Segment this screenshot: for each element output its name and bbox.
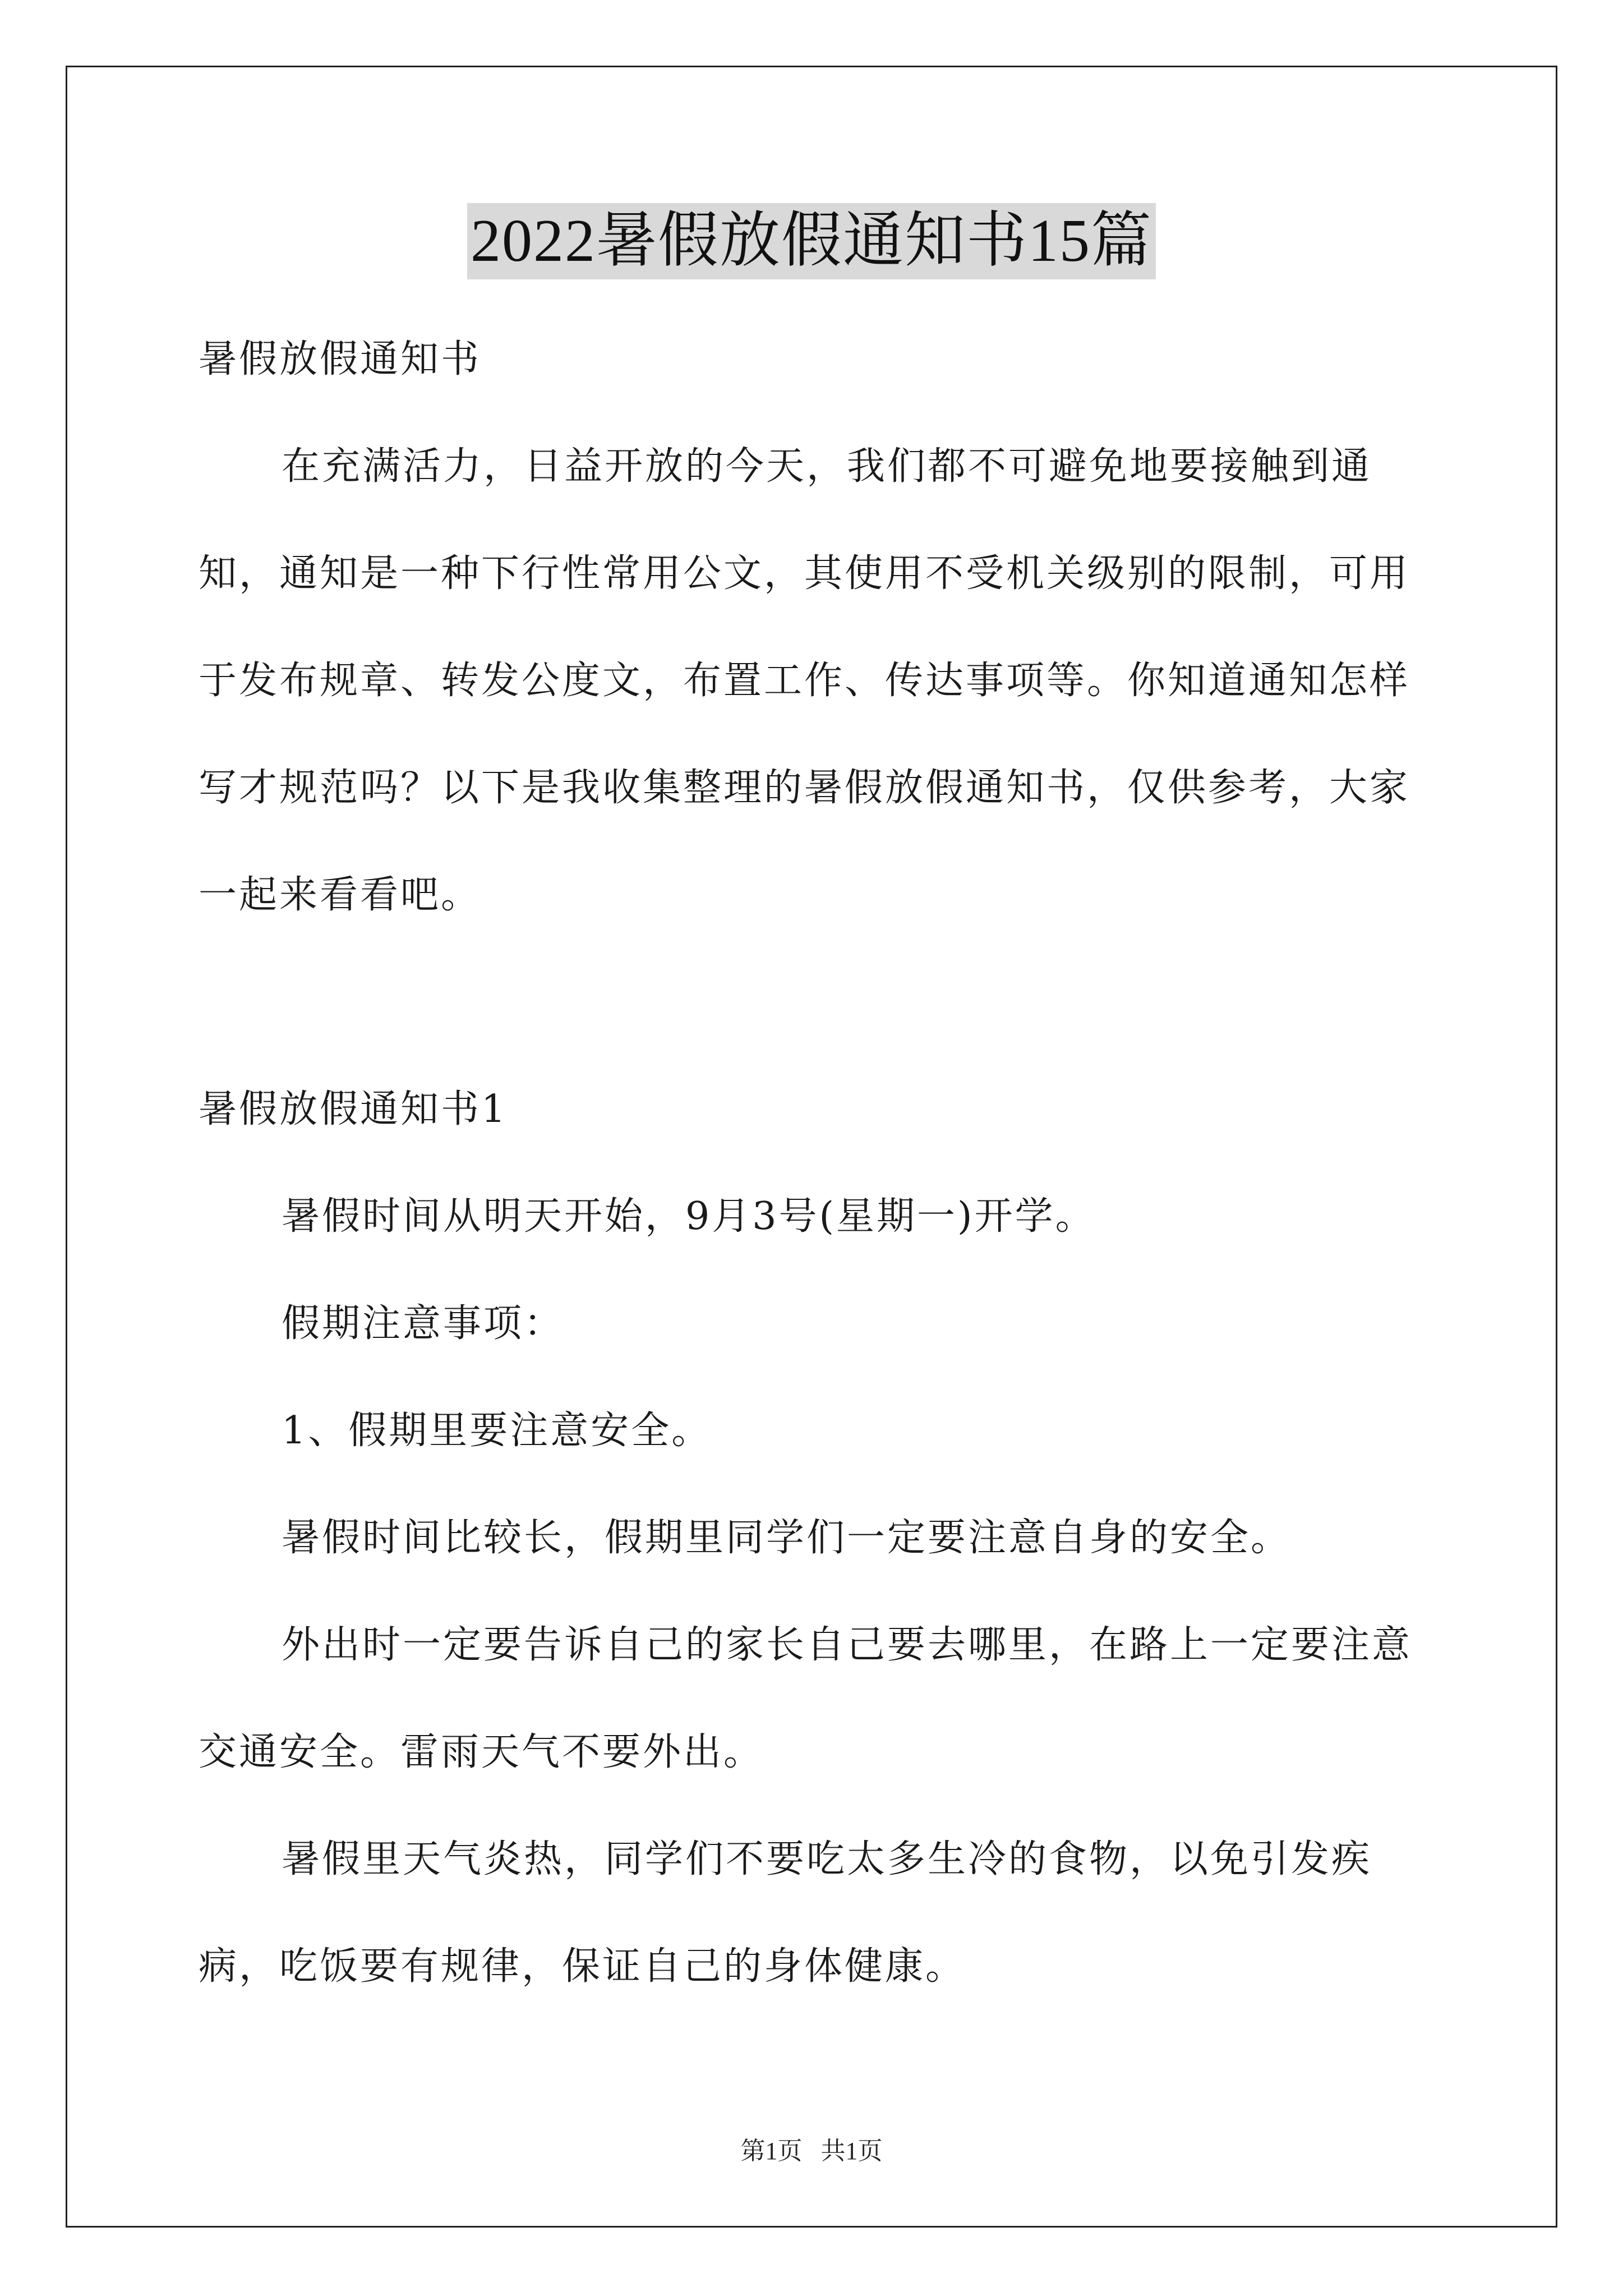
title-container	[0, 203, 1623, 279]
page-footer: 第1页 共1页	[740, 2137, 883, 2165]
paragraph-travel-note: 外出时一定要告诉自己的家长自己要去哪里，在路上一定要注意交通安全。雷雨天气不要外出。	[199, 1623, 1413, 1774]
paragraph-safety-note: 暑假时间比较长，假期里同学们一定要注意自身的安全。	[282, 1516, 1292, 1560]
document-title: 2022暑假放假通知书15篇	[467, 203, 1156, 279]
paragraph-health-note: 暑假里天气炎热，同学们不要吃太多生冷的食物，以免引发疾病，吃饭要有规律，保证自己的身体健康。	[199, 1837, 1372, 1989]
paragraph-notice-label: 假期注意事项：	[282, 1301, 565, 1346]
intro-heading: 暑假放假通知书	[199, 337, 482, 381]
paragraph-safety-item: 1、假期里要注意安全。	[282, 1409, 712, 1453]
section-heading: 暑假放假通知书1	[199, 1087, 508, 1131]
paragraph-start-date: 暑假时间从明天开始，9月3号(星期一)开学。	[282, 1194, 1096, 1239]
document-body	[199, 306, 1438, 2020]
section-spacer	[199, 949, 1438, 1056]
intro-paragraph: 在充满活力，日益开放的今天，我们都不可避免地要接触到通知，通知是一种下行性常用公文，其使用不受机关级别的限制，可用于发布规章、转发公度文，布置工作、传达事项等。你知道通知怎样写才规范吗？以下是我收集整理的暑假放假通知书，仅供参考，大家一起来看看吧。	[199, 444, 1410, 917]
